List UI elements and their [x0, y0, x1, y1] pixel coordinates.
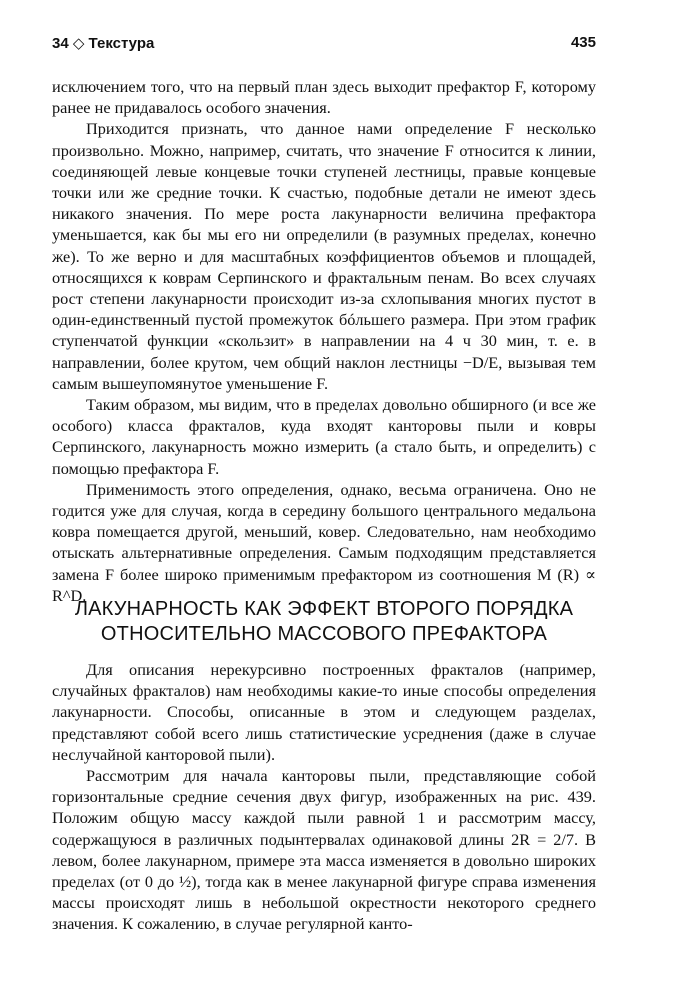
paragraph: Рассмотрим для начала канторовы пыли, представляющие собой горизонтальные средние сечения двух фигур, изображенных на рис. 439. Положим общую массу каждой пыли равной 1 и рассмотрим массу, содержащуюся в различных подынтервалах одинаковой длины 2R = 2/7. В левом, более лакунарном, примере эта масса изменяется в довольно широких пределах (от 0 до ½), тогда как в менее лакунарной фигуре справа изменения массы происходят лишь в небольшой окрестности некоторого среднего значения. К сожалению, в случае регулярной канто-: [52, 766, 596, 934]
paragraph: исключением того, что на первый план здесь выходит префактор F, которому ранее не придавалось особого значения.: [52, 77, 596, 118]
paragraph: Таким образом, мы видим, что в пределах довольно обширного (и все же особого) класса фракталов, куда входят канторовы пыли и ковры Серпинского, лакунарность можно измерить (а стало быть, и определить) с помощью префактора F.: [52, 395, 596, 478]
section-heading: [52, 597, 596, 647]
paragraph: Применимость этого определения, однако, весьма ограничена. Оно не годится уже для случая, когда в середину большого центрального медальона ковра помещается другой, меньший, ковер. Следовательно, нам необходимо отыскать альтернативные определения. Самым подходящим представляется замена F более широко применимым префактором из соотношения M (R) ∝ R^D.: [52, 479, 596, 605]
section-heading-line: ОТНОСИТЕЛЬНО МАССОВОГО ПРЕФАКТОРА: [100, 623, 548, 645]
paragraph: Для описания нерекурсивно построенных фракталов (например, случайных фракталов) нам необходимы какие-то иные способы определения лакунарности. Способы, описанные в этом и следующем разделах, представляют собой всего лишь статистические усреднения (даже в случае неслучайной канторовой пыли).: [52, 660, 596, 764]
chapter-title: 34 ◇ Текстура: [52, 35, 155, 52]
section-heading-line: ЛАКУНАРНОСТЬ КАК ЭФФЕКТ ВТОРОГО ПОРЯДКА: [74, 598, 574, 620]
page-number: 435: [570, 34, 596, 51]
paragraph: Приходится признать, что данное нами определение F несколько произвольно. Можно, например, считать, что значение F относится к линии, соединяющей левые концевые точки ступеней лестницы, правые концевые точки или же средние точки. К счастью, подобные детали не имеют здесь никакого значения. По мере роста лакунарности величина префактора уменьшается, как бы мы его ни определили (в разумных пределах, конечно же). То же верно и для масштабных коэффициентов объемов и площадей, относящихся к коврам Серпинского и фрактальным пенам. Во всех случаях рост степени лакунарности происходит из-за схлопывания многих пустот в один-единственный пустой промежуток бóльшего размера. При этом график ступенчатой функции «скользит» в направлении на 4 ч 30 мин, т. е. в направлении, более крутом, чем общий наклон лестницы −D/E, вызывая тем самым вышеупомянутое уменьшение F.: [52, 119, 596, 393]
body-text: [52, 76, 596, 606]
section-body-text: [52, 659, 596, 935]
